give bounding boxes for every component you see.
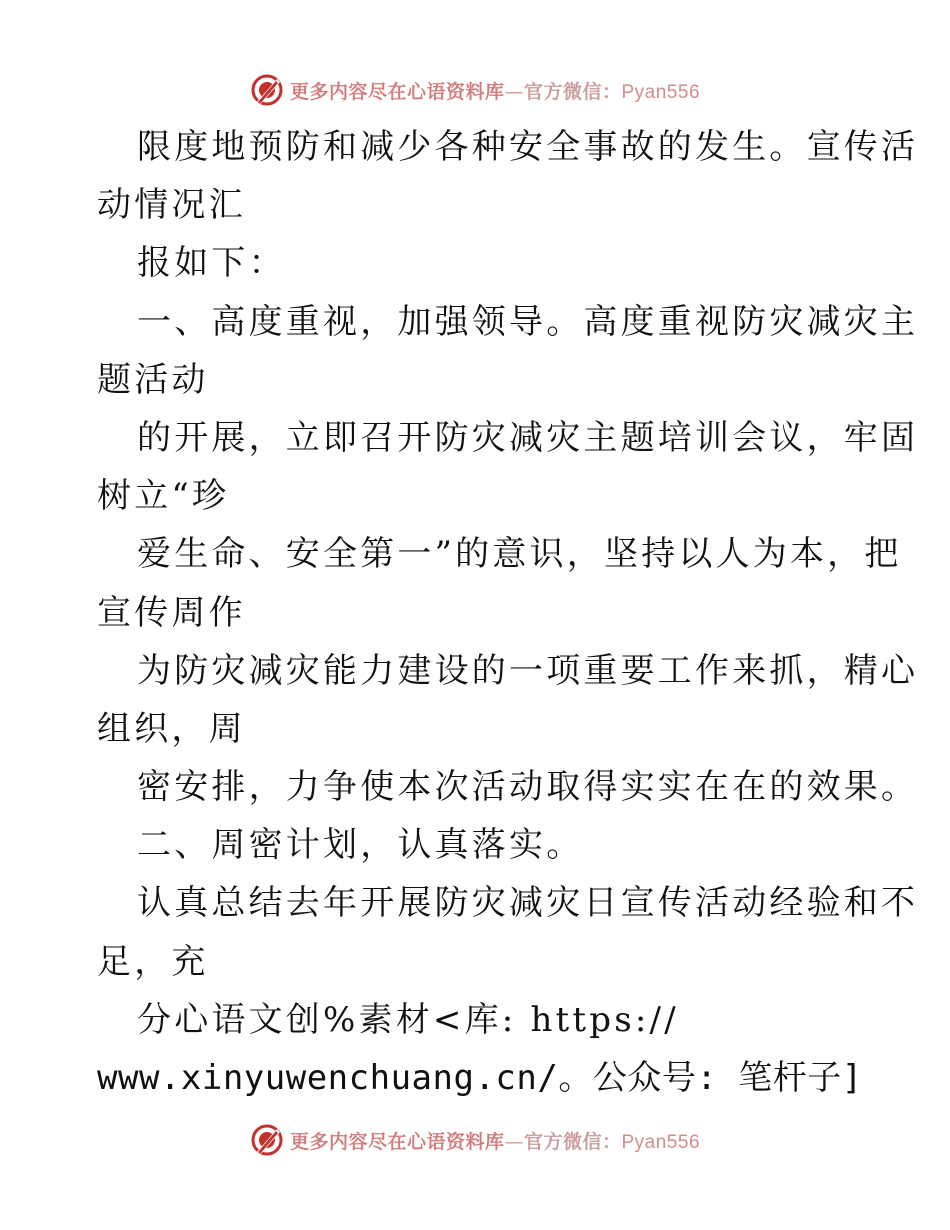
banner-dash: — (504, 80, 524, 103)
text-line: 宣传周作 (97, 592, 246, 633)
pen-logo-icon (250, 73, 284, 107)
text-line: 密安排，力争使本次活动取得实实在在的效果。 (137, 767, 919, 808)
text-line: 动情况汇 (97, 185, 246, 226)
text-line: 足，充 (97, 941, 209, 982)
text-line: 分心语文创%素材<库: https:// (137, 999, 679, 1040)
banner-text (290, 1127, 700, 1154)
text-line: 题活动 (97, 359, 209, 400)
text-line: 一、高度重视，加强领导。高度重视防灾减灾主 (137, 301, 919, 342)
text-line: 组织，周 (97, 708, 246, 749)
header-banner (0, 70, 950, 110)
text-line: 二、周密计划，认真落实。 (137, 825, 584, 866)
banner-wechat-label: 官方微信： (523, 1130, 622, 1153)
pen-logo-icon (250, 1123, 284, 1157)
banner-wechat-id: Pyan556 (621, 1131, 701, 1153)
banner-wechat-label: 官方微信： (523, 80, 622, 103)
text-line: 限度地预防和减少各种安全事故的发生。宣传活 (137, 127, 919, 167)
text-line: 树立“珍 (97, 476, 230, 517)
footer-banner (0, 1120, 950, 1160)
banner-text (290, 77, 700, 104)
text-line: www.xinyuwenchuang.cn/。公众号: 笔杆子] (97, 1058, 863, 1098)
text-line: 为防灾减灾能力建设的一项重要工作来抓，精心 (137, 650, 919, 691)
text-line: 爱生命、安全第一”的意识，坚持以人为本，把 (137, 534, 902, 575)
banner-brand: 更多内容尽在心语资料库 (289, 1130, 505, 1153)
text-line: 报如下： (137, 243, 286, 284)
document-body (97, 118, 919, 1107)
banner-dash: — (504, 1130, 524, 1153)
banner-brand: 更多内容尽在心语资料库 (289, 80, 505, 103)
text-line: 认真总结去年开展防灾减灾日宣传活动经验和不 (137, 883, 919, 924)
banner-wechat-id: Pyan556 (621, 81, 701, 103)
text-line: 的开展，立即召开防灾减灾主题培训会议，牢固 (137, 417, 919, 458)
